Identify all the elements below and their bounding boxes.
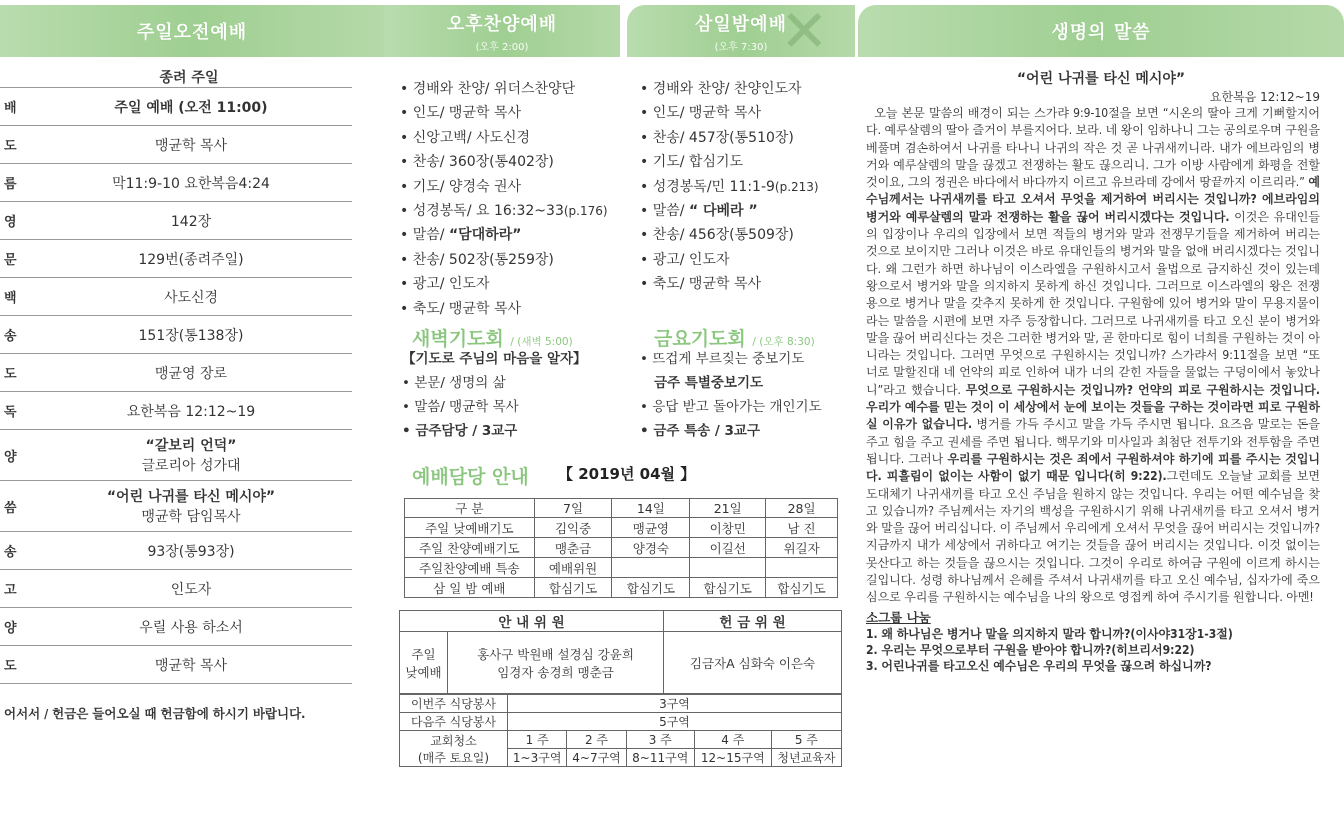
- banner-title: 삼일밤예배: [695, 13, 787, 35]
- cleaning-label-2: (매주 토요일): [417, 750, 490, 765]
- order-item-key: 독: [4, 405, 17, 420]
- guide-members-line: 홍사구 박원배 설경심 강윤희: [477, 646, 634, 662]
- offering-members: 김금자A 심화숙 이은숙: [664, 632, 842, 694]
- duty-cell: 21일: [690, 499, 766, 518]
- cleaning-area: 1~3구역: [508, 749, 567, 767]
- order-item-value: [30, 486, 352, 526]
- order-item-value: [30, 287, 352, 307]
- banner-title: 오후찬양예배: [446, 13, 558, 35]
- order-item-line: 막11:9-10 요한복음4:24: [112, 175, 270, 192]
- cleaning-area: 4~7구역: [567, 749, 626, 767]
- cleaning-label-1: 교회청소: [430, 733, 477, 748]
- order-item: • 기도/ 합심기도: [640, 150, 819, 174]
- order-item: • 기도/ 양경숙 권사: [400, 175, 608, 199]
- order-item-key: 도: [4, 659, 17, 674]
- duty-cell: 예배위원: [534, 558, 612, 578]
- order-item: • 축도/ 맹균학 목사: [640, 272, 819, 296]
- sermon-section: [866, 68, 1320, 674]
- duty-cell: 위길자: [766, 538, 838, 558]
- small-group-question: 3. 어린나귀를 타고오신 예수님은 우리의 무엇을 끊으려 하십니까?: [866, 658, 1212, 673]
- order-item: • 경배와 찬양/ 위더스찬양단: [400, 77, 608, 101]
- banner-afternoon-worship: [384, 5, 620, 57]
- duty-cell: 주일 찬양예배기도: [405, 538, 535, 558]
- dawn-prayer-block: [402, 347, 587, 443]
- order-item-key: 양: [4, 449, 17, 465]
- sermon-title: “어린 나귀를 타신 메시야”: [1016, 71, 1186, 87]
- duty-cell: [766, 558, 838, 578]
- service-label-line: 주일: [411, 646, 436, 662]
- duty-row: [405, 578, 838, 598]
- order-item-line: 151장(통138장): [138, 327, 244, 344]
- duty-cell: 주일찬양예배 특송: [405, 558, 535, 578]
- cleaning-label: [400, 731, 508, 767]
- duty-cell: 이길선: [690, 538, 766, 558]
- duty-cell: [612, 558, 690, 578]
- order-item-line: 우릴 사용 하소서: [139, 619, 243, 636]
- morning-order-row: [0, 126, 352, 164]
- meal-next-week: 5구역: [508, 713, 842, 731]
- dawn-item: • 금주담당 / 3교구: [402, 419, 587, 443]
- order-item-value: [30, 97, 352, 117]
- duty-cell: 맹춘금: [534, 538, 612, 558]
- meal-this-week: 3구역: [508, 695, 842, 713]
- cleaning-area: 8~11구역: [626, 749, 694, 767]
- order-item-value: [30, 401, 352, 421]
- order-item-key: 백: [4, 291, 17, 306]
- order-item-line: 요한복음 12:12~19: [126, 403, 256, 420]
- order-item-key: 도: [4, 367, 17, 382]
- order-item-line: 사도신경: [163, 289, 219, 306]
- morning-order-row: [0, 202, 352, 240]
- cleaning-week: 5 주: [771, 731, 841, 749]
- morning-order-row: [0, 570, 352, 608]
- order-item: • 찬송/ 456장(통509장): [640, 223, 819, 247]
- order-item: • 경배와 찬양/ 찬양인도자: [640, 77, 819, 101]
- order-item-line: 맹균학 목사: [154, 137, 228, 154]
- duty-cell: 맹균영: [612, 518, 690, 538]
- duty-cell: 김익중: [534, 518, 612, 538]
- order-item-line: 주일 예배 (오전 11:00): [114, 99, 268, 116]
- order-item-key: 송: [4, 545, 17, 560]
- order-item-key: 배: [4, 101, 17, 116]
- duty-table: [404, 498, 838, 598]
- offering-header: 헌 금 위 원: [664, 611, 842, 632]
- order-item: • 찬송/ 457장(통510장): [640, 126, 819, 150]
- order-item-value: [30, 655, 352, 675]
- order-item-line: 글로리아 성가대: [141, 458, 241, 474]
- order-item-key: 고: [4, 583, 17, 598]
- order-item: • 광고/ 인도자: [400, 272, 608, 296]
- cleaning-week: 1 주: [508, 731, 567, 749]
- small-group-title: 소그룹 나눔: [866, 609, 931, 625]
- order-item-line: 맹균학 담임목사: [141, 509, 241, 525]
- order-item-line: 맹균학 목사: [154, 657, 228, 674]
- order-item-emphasis: “담대하라”: [448, 227, 522, 244]
- order-item-key: 씀: [4, 500, 17, 516]
- duty-month: 【 2019년 04월 】: [558, 465, 696, 483]
- order-item-line: 129번(종려주일): [138, 251, 244, 268]
- morning-order-row: [0, 481, 352, 532]
- cleaning-week: 2 주: [567, 731, 626, 749]
- order-item-line: “어린 나귀를 타신 메시야”: [106, 489, 276, 505]
- duty-cell: 합심기도: [690, 578, 766, 598]
- banner-title: 생명의 말씀: [1051, 22, 1151, 43]
- order-item-key: 송: [4, 329, 17, 344]
- duty-heading: 예배담당 안내: [412, 466, 529, 488]
- order-item-key: 영: [4, 215, 17, 230]
- order-item-value: [30, 541, 352, 561]
- order-item-value: [30, 173, 352, 193]
- order-item: • 인도/ 맹균학 목사: [400, 101, 608, 125]
- cleaning-area: 청년교육자: [771, 749, 841, 767]
- banner-morning-worship: [0, 5, 384, 57]
- friday-prayer-block: [640, 347, 822, 443]
- cleaning-week: 3 주: [626, 731, 694, 749]
- meal-this-week-label: 이번주 식당봉사: [400, 695, 508, 713]
- order-item-key: 름: [4, 177, 17, 192]
- duty-cell: 양경숙: [612, 538, 690, 558]
- order-item-page: (p.213): [774, 179, 819, 194]
- duty-cell: 주일 낮예배기도: [405, 518, 535, 538]
- duty-cell: 14일: [612, 499, 690, 518]
- banner-time: (오후 2:00): [475, 41, 529, 53]
- friday-time: / (오후 8:30): [752, 336, 815, 348]
- cleaning-area: 12~15구역: [694, 749, 771, 767]
- order-item: • 성경봉독/민 11:1-9(p.213): [640, 175, 819, 199]
- dawn-item: • 본문/ 생명의 삶: [402, 371, 587, 395]
- order-item: • 말씀/ “ 다베라 ”: [640, 199, 819, 223]
- order-item-value: [30, 435, 352, 475]
- guide-members-line: 임경자 송경희 맹춘금: [497, 664, 614, 680]
- duty-cell: 7일: [534, 499, 612, 518]
- order-item: • 축도/ 맹균학 목사: [400, 297, 608, 321]
- order-item-key: 양: [4, 621, 17, 636]
- dawn-time: / (새벽 5:00): [510, 336, 573, 348]
- banner-title: 주일오전예배: [136, 22, 248, 43]
- order-item-line: 인도자: [170, 581, 212, 598]
- order-item: • 찬송/ 502장(통259장): [400, 248, 608, 272]
- service-label: [400, 632, 448, 694]
- order-item-key: 문: [4, 253, 17, 268]
- order-item: • 인도/ 맹균학 목사: [640, 101, 819, 125]
- duty-cell: 구 분: [405, 499, 535, 518]
- cleaning-week: 4 주: [694, 731, 771, 749]
- duty-cell: [690, 558, 766, 578]
- wednesday-order-list: [640, 77, 819, 297]
- order-item-value: [30, 135, 352, 155]
- order-item-value: [30, 211, 352, 231]
- friday-sub: 금주 특별중보기도: [654, 375, 764, 391]
- morning-order-row: [0, 278, 352, 316]
- sermon-reference: 요한복음 12:12~19: [1209, 90, 1320, 104]
- order-item-line: 142장: [170, 213, 212, 230]
- order-item: • 광고/ 인도자: [640, 248, 819, 272]
- duty-row: [405, 518, 838, 538]
- friday-item: • 응답 받고 돌아가는 개인기도: [640, 395, 822, 419]
- morning-order-header-text: 종려 주일: [159, 69, 219, 86]
- order-item-value: [30, 617, 352, 637]
- morning-order-row: [0, 354, 352, 392]
- duty-cell: 삼 일 밤 예배: [405, 578, 535, 598]
- order-item-line: 93장(통93장): [147, 543, 235, 560]
- guide-members: [448, 632, 664, 694]
- morning-order-row: [0, 164, 352, 202]
- duty-row: [405, 558, 838, 578]
- order-item: • 찬송/ 360장(통402장): [400, 150, 608, 174]
- duty-cell: 이창민: [690, 518, 766, 538]
- small-group-question: 1. 왜 하나님은 병거나 말을 의지하지 말라 합니까?(이사야31장1-3절): [866, 626, 1233, 641]
- order-item-value: [30, 325, 352, 345]
- order-item-value: [30, 579, 352, 599]
- duty-cell: 합심기도: [766, 578, 838, 598]
- order-item-page: (p.176): [563, 204, 608, 219]
- duty-header-row: [405, 499, 838, 518]
- duty-cell: 합심기도: [534, 578, 612, 598]
- afternoon-order-list: [400, 77, 608, 321]
- morning-order-row: [0, 316, 352, 354]
- banner-time: (오후 7:30): [714, 41, 768, 53]
- morning-order-row: [0, 392, 352, 430]
- order-item: • 말씀/ “담대하라”: [400, 223, 608, 247]
- order-item-key: 도: [4, 139, 17, 154]
- banner-word-of-life: [858, 5, 1344, 57]
- morning-order-row: [0, 240, 352, 278]
- morning-order-row: [0, 430, 352, 481]
- service-table: [399, 694, 842, 767]
- order-item: • 신앙고백/ 사도신경: [400, 126, 608, 150]
- order-item-emphasis: “ 다베라 ”: [688, 203, 758, 220]
- order-item-value: [30, 363, 352, 383]
- service-label-line: 낮예배: [405, 664, 442, 680]
- duty-row: [405, 538, 838, 558]
- duty-cell: 28일: [766, 499, 838, 518]
- committee-table: [399, 610, 842, 694]
- sermon-body: 오늘 본문 말씀의 배경이 되는 스가랴 9:9-10절을 보면 “시온의 딸아 크게 기뻐할지어다. 예루살렘의 딸아 즐거이 부를지어다. 보라. 네 왕이 임하나니 그는 공의로우며 구원을 베풀며 겸손하여서 나귀를 타나니 나귀의 작은 것 곧 나귀새끼니라. 내가 에브라임의 병거와 예루살렘의 말을 끊겠고 전쟁하는 활도 끊으리니. 그가 이방 사람에게 화평을 전할 것이요, 그의 정권은 바다에서 바다까지 이르고 유브라데 강에서 땅끝까지 이르리라.” 예수님께서는 나귀새끼를 타고 오셔서 무엇을 제거하여 버리시는 것입니까? 에브라임의 병거와 예루살렘의 말과 전쟁하는 활을 끊어 버리시겠다는 것입니다. 이것은 유대인들의 입장이나 우리의 입장에서 보면 적들의 병거와 말과 전쟁무기들을 제거하여 버리는 것으로 보이지만 그러나 이것은 바로 유대인들의 병거와 말을 없애 버리시겠다는 것입니다. 왜 그런가 하면 하나님이 이스라엘을 구원하시고서 율법으로 금지하신 것이 있는데 왕으로서 병거와 말을 의지하지 못하게 하신 것입니다. 그러므로 이스라엘의 왕은 전쟁용으로 병거나 말을 갖추지 못하게 한 것입니다. 구원함에 있어 병거와 말이 무용지물이라는 말씀을 시편에 보면 자주 등장합니다. 그러므로 나귀새끼를 타고 오신 분이 병거와 말을 끊어 버리신다는 것은 그러한 병거와 말, 곧 한마디로 힘이 너희를 구원하는 것이 아니라는 것입니다. 그러면 무엇으로 구원하시는 것입니까? 스가랴서 9:11절을 보면 “또 너로 말할진대 네 언약의 피로 인하여 내가 너의 갇힌 자들을 물없는 구덩이에서 놓았나니”라고 했습니다. 무엇으로 구원하시는 것입니까? 언약의 피로 구원하시는 것입니다. 우리가 예수를 믿는 것이 이 세상에서 눈에 보이는 것들을 구하는 것이라면 피로 구원하실 이유가 없습니다. 병거를 가득 주시고 말을 가득 주시면 됩니다. 요즈음 말로는 돈을 주고 힘을 주고 권세를 주면 됩니다. 핵무기와 미사일과 최첨단 전투기와 전투함을 주면 됩니다. 그러나 우리를 구원하시는 것은 죄에서 구원하셔야 하기에 피를 주시는 것입니다. 피흘림이 없이는 사함이 없기 때문 입니다(히 9:22).그런데도 오늘날 교회를 보면 도대체기 나귀새끼를 타고 오신 주님을 원하지 않는 것입니다. 우리는 어떤 예수님을 찾고 있습니까? 주님께서는 자기의 백성을 구원하시기 위해 나귀새끼를 타고 오셔서 병거와 말을 끊어 버리십니다. 이 주님께서 우리에게 오셔서 무엇을 끊어 버리시는 것입니까? 지금까지 내가 세상에서 귀하다고 여기는 것들을 끊어 버리시는 것입니다. 이것 없이는 못산다고 하는 것들을 끊으시는 것입니다. 그것이 우리로 하여금 구원에 이르게 하시는 길입니다. 성령 하나님께서 은혜를 주셔서 나귀새끼를 타고 오신 예수님, 십자가에 죽으심으로 우리를 구원하시는 예수님을 나의 왕으로 영접케 하여 주시기를 원합니다. 아멘!: [866, 106, 1321, 605]
- friday-item: • 금주 특송 / 3교구: [640, 419, 822, 443]
- morning-order-table: [0, 66, 352, 684]
- duty-cell: 합심기도: [612, 578, 690, 598]
- order-item-line: “갈보리 언덕”: [145, 438, 237, 454]
- dawn-title: 새벽기도회: [412, 328, 504, 350]
- small-group-question: 2. 우리는 무엇으로부터 구원을 받아야 합니까?(히브리서9:22): [866, 642, 1195, 657]
- morning-order-row: [0, 88, 352, 126]
- offering-notice: 어서서 / 헌금은 들어오실 때 헌금함에 하시기 바랍니다.: [4, 706, 306, 721]
- morning-order-row: [0, 532, 352, 570]
- friday-item: • 뜨겁게 부르짖는 중보기도: [640, 347, 822, 371]
- guide-header: 안 내 위 원: [400, 611, 664, 632]
- dawn-theme: 【기도로 주님의 마음을 알자】: [402, 351, 587, 367]
- duty-cell: 남 진: [766, 518, 838, 538]
- order-item: • 성경봉독/ 요 16:32~33(p.176): [400, 199, 608, 223]
- order-item-line: 맹균영 장로: [154, 365, 228, 382]
- dawn-item: • 말씀/ 맹균학 목사: [402, 395, 587, 419]
- order-item-value: [30, 249, 352, 269]
- morning-order-row: [0, 646, 352, 684]
- morning-order-header: [0, 66, 352, 88]
- morning-order-row: [0, 608, 352, 646]
- friday-title: 금요기도회: [654, 328, 746, 350]
- meal-next-week-label: 다음주 식당봉사: [400, 713, 508, 731]
- cross-decoration-icon: ✕: [780, 0, 829, 65]
